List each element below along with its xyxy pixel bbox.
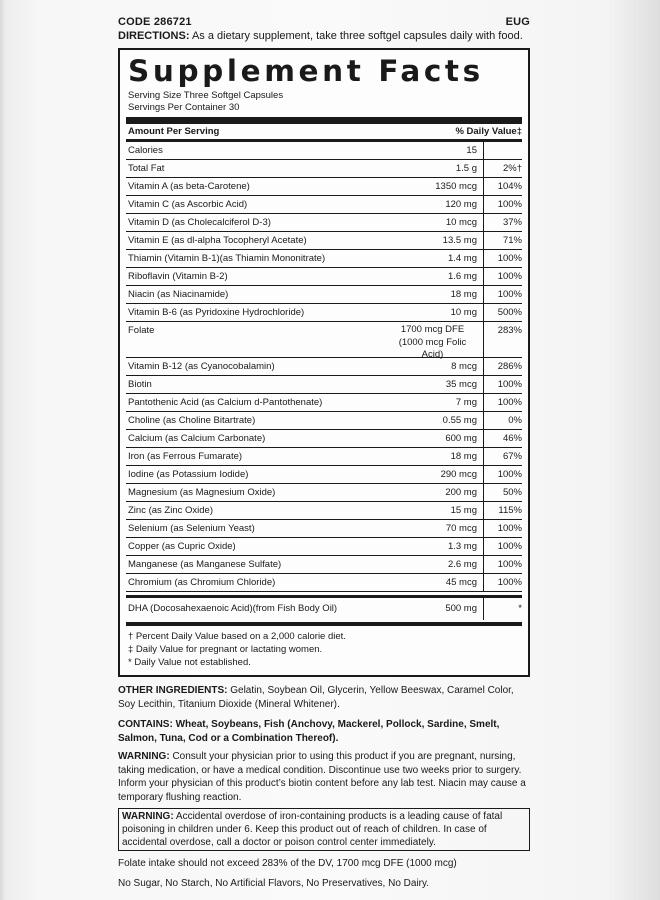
- nutrient-amount-line: 1700 mcg DFE: [400, 324, 465, 335]
- iron-warning-text: Accidental overdose of iron-containing products is a leading cause of fatal poisoning in children under 6. Keep this product out of reach of children. In case of accidental overdose, call a doctor or poison control center immediately.: [122, 811, 503, 848]
- nutrient-name: Choline (as Choline Bitartrate): [128, 415, 256, 426]
- nutrient-dv: 46%: [502, 433, 522, 444]
- iron-warning-box: [118, 808, 530, 851]
- nutrient-name: Vitamin D (as Cholecalciferol D-3): [128, 217, 271, 228]
- nutrient-dv: 104%: [497, 181, 522, 192]
- nutrient-row: [126, 160, 522, 178]
- nutrient-row: [126, 502, 522, 520]
- footnote-pregnant: ‡ Daily Value for pregnant or lactating women.: [128, 644, 323, 655]
- lot-tag: EUG: [505, 16, 530, 28]
- nutrient-amount: 10 mcg: [388, 214, 484, 231]
- nutrient-row: [126, 214, 522, 232]
- nutrient-amount: [388, 322, 484, 360]
- nutrient-dv: 100%: [497, 523, 522, 534]
- nutrient-name: Iodine (as Potassium Iodide): [128, 469, 249, 480]
- nutrient-row: [126, 250, 522, 268]
- nutrient-row: [126, 286, 522, 304]
- other-ingredients-label: OTHER INGREDIENTS:: [118, 685, 228, 696]
- nutrient-name: Copper (as Cupric Oxide): [128, 541, 236, 552]
- nutrient-amount: 70 mcg: [388, 520, 484, 537]
- nutrient-name: Thiamin (Vitamin B-1)(as Thiamin Mononitrate): [128, 253, 326, 264]
- nutrient-dv: 286%: [497, 361, 522, 372]
- nutrient-amount: 600 mg: [388, 430, 484, 447]
- folate-note: Folate intake should not exceed 283% of the DV, 1700 mcg DFE (1000 mcg): [118, 858, 457, 869]
- nutrient-amount: 7 mg: [388, 394, 484, 411]
- nutrient-amount: 35 mcg: [388, 376, 484, 393]
- nutrient-dv: 71%: [502, 235, 522, 246]
- contains-allergens: [118, 718, 530, 745]
- nutrient-amount: 0.55 mg: [388, 412, 484, 429]
- nutrient-dv: 100%: [497, 271, 522, 282]
- nutrient-row: [126, 232, 522, 250]
- nutrient-amount: 15 mg: [388, 502, 484, 519]
- nutrient-name: Vitamin B-12 (as Cyanocobalamin): [128, 361, 275, 372]
- nutrient-dv: 67%: [502, 451, 522, 462]
- nutrient-row: [126, 430, 522, 448]
- nutrient-amount: 1350 mcg: [388, 178, 484, 195]
- nutrient-name: Calcium (as Calcium Carbonate): [128, 433, 266, 444]
- nutrient-dv: 500%: [497, 307, 522, 318]
- nutrient-row: [126, 466, 522, 484]
- nutrient-name: Chromium (as Chromium Chloride): [128, 577, 276, 588]
- nutrient-dv: 100%: [497, 199, 522, 210]
- nutrient-row: [126, 538, 522, 556]
- nutrient-amount: 8 mcg: [388, 358, 484, 375]
- directions-label: DIRECTIONS:: [118, 30, 190, 42]
- nutrient-dv: 100%: [497, 289, 522, 300]
- nutrient-name: Pantothenic Acid (as Calcium d-Pantothenate): [128, 397, 323, 408]
- servings-per-container: Servings Per Container 30: [128, 101, 240, 113]
- nutrient-amount: 45 mcg: [388, 574, 484, 591]
- other-ingredients: [118, 684, 530, 711]
- nutrient-rows: [126, 142, 522, 592]
- nutrient-name: Manganese (as Manganese Sulfate): [128, 559, 282, 570]
- nutrient-row: [126, 304, 522, 322]
- nutrient-amount: 1.4 mg: [388, 250, 484, 267]
- nutrient-amount: 15: [388, 142, 484, 159]
- nutrient-dv: 100%: [497, 253, 522, 264]
- warning-text: Consult your physician prior to using this product if you are pregnant, nursing, taking medication, or have a medical condition. Discontinue use two weeks prior to surgery. Inform your physician of this product’s biotin content before any lab test. Niacin may cause a temporary flushing reaction.: [118, 751, 526, 803]
- nutrient-name: Vitamin B-6 (as Pyridoxine Hydrochloride): [128, 307, 305, 318]
- nutrient-name: Vitamin E (as dl-alpha Tocopheryl Acetate): [128, 235, 307, 246]
- nutrient-dv: 115%: [498, 505, 522, 516]
- nutrient-row: [126, 268, 522, 286]
- contains-text: Wheat, Soybeans, Fish (Anchovy, Mackerel, Pollock, Sardine, Smelt, Salmon, Tuna, Cod or a Combination Thereof).: [118, 719, 500, 744]
- nutrient-name: Selenium (as Selenium Yeast): [128, 523, 255, 534]
- facts-title: Supplement Facts: [128, 54, 484, 88]
- nutrient-amount: 13.5 mg: [388, 232, 484, 249]
- serving-size: Serving Size Three Softgel Capsules: [128, 90, 284, 101]
- supplement-facts-panel: [118, 48, 530, 677]
- warning-label: WARNING:: [118, 751, 170, 762]
- nutrient-name: Riboflavin (Vitamin B-2): [128, 271, 228, 282]
- facts-column-header: [126, 124, 522, 142]
- thick-divider: [126, 117, 522, 124]
- nutrient-name: Biotin: [128, 379, 152, 390]
- nutrient-dv: 100%: [497, 541, 522, 552]
- nutrient-name: Total Fat: [128, 163, 165, 174]
- footnote-not-established: * Daily Value not established.: [128, 657, 251, 668]
- nutrient-row: [126, 142, 522, 160]
- nutrient-dv: 100%: [497, 397, 522, 408]
- nutrient-row: [126, 394, 522, 412]
- nutrient-amount: 18 mg: [388, 286, 484, 303]
- nutrient-row: [126, 574, 522, 592]
- other-ingredients-text: Gelatin, Soybean Oil, Glycerin, Yellow Beeswax, Caramel Color, Soy Lecithin, Titanium Dioxide (Mineral Whitener).: [118, 685, 514, 710]
- contains-label: CONTAINS:: [118, 719, 173, 730]
- nutrient-name: Magnesium (as Magnesium Oxide): [128, 487, 276, 498]
- nutrient-dv: 100%: [497, 577, 522, 588]
- iron-warning-label: WARNING:: [122, 811, 174, 822]
- nutrient-row: [126, 322, 522, 358]
- footnote-calorie-diet: † Percent Daily Value based on a 2,000 calorie diet.: [128, 631, 346, 642]
- nutrient-name: Vitamin A (as beta-Carotene): [128, 181, 250, 192]
- nutrient-row: [126, 448, 522, 466]
- nutrient-amount: 2.6 mg: [388, 556, 484, 573]
- code-line: [118, 16, 530, 29]
- nutrient-amount: 1.5 g: [388, 160, 484, 177]
- nutrient-row: [126, 556, 522, 574]
- nutrient-dv: 100%: [497, 559, 522, 570]
- nutrient-row: [126, 484, 522, 502]
- footnotes: [126, 626, 522, 669]
- free-from-statement: No Sugar, No Starch, No Artificial Flavors, No Preservatives, No Dairy.: [118, 877, 430, 889]
- nutrient-amount: 200 mg: [388, 484, 484, 501]
- nutrient-row: [126, 196, 522, 214]
- nutrient-amount: 1.6 mg: [388, 268, 484, 285]
- amount-per-serving-header: Amount Per Serving: [128, 126, 220, 137]
- nutrient-dv: 100%: [497, 379, 522, 390]
- nutrient-row: [126, 412, 522, 430]
- nutrient-amount: 1.3 mg: [388, 538, 484, 555]
- nutrient-amount: 500 mg: [388, 598, 484, 620]
- nutrient-name: Iron (as Ferrous Fumarate): [128, 451, 243, 462]
- directions-text: As a dietary supplement, take three softgel capsules daily with food.: [189, 30, 523, 42]
- nutrient-dv: 37%: [502, 217, 522, 228]
- nutrient-dv: 0%: [508, 415, 522, 426]
- nutrient-row: [126, 178, 522, 196]
- warning-general: [118, 750, 530, 804]
- nutrient-name: Niacin (as Niacinamide): [128, 289, 229, 300]
- product-code: CODE 286721: [118, 16, 192, 28]
- nutrient-amount-note: (1000 mcg Folic Acid): [398, 336, 467, 360]
- nutrient-name: Zinc (as Zinc Oxide): [128, 505, 213, 516]
- nutrient-dv: 50%: [502, 487, 522, 498]
- nutrient-amount: 290 mcg: [388, 466, 484, 483]
- nutrient-row: [126, 520, 522, 538]
- nutrient-name: Vitamin C (as Ascorbic Acid): [128, 199, 248, 210]
- nutrient-dv: 100%: [497, 469, 522, 480]
- nutrient-amount: 10 mg: [388, 304, 484, 321]
- nutrient-amount: 18 mg: [388, 448, 484, 465]
- nutrient-amount: 120 mg: [388, 196, 484, 213]
- nutrient-dv: [484, 142, 522, 159]
- nutrient-name: Calories: [128, 145, 163, 156]
- nutrient-dv: 2%†: [502, 163, 522, 174]
- nutrient-dv: 283%: [497, 325, 522, 336]
- nutrient-row: [126, 376, 522, 394]
- nutrient-name: Folate: [128, 325, 155, 336]
- nutrient-dv: *: [518, 603, 522, 614]
- nutrient-row-dha: [126, 595, 522, 620]
- directions: [118, 29, 530, 43]
- nutrient-row: [126, 358, 522, 376]
- nutrient-name: DHA (Docosahexaenoic Acid)(from Fish Body Oil): [128, 603, 338, 614]
- daily-value-header: % Daily Value‡: [455, 126, 522, 137]
- supplement-label: [118, 16, 530, 890]
